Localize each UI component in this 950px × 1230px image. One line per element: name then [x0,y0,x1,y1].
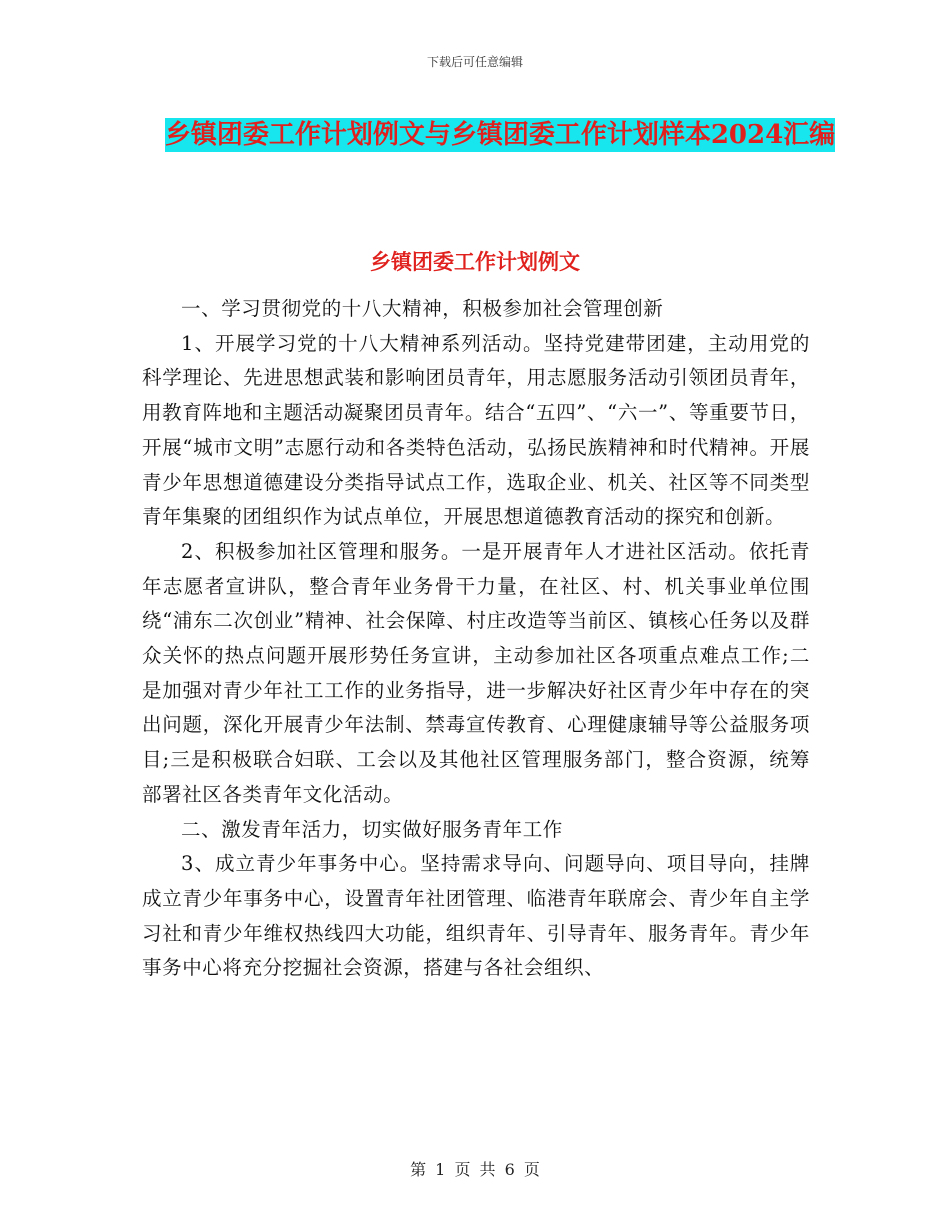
body-paragraph: 1、开展学习党的十八大精神系列活动。坚持党建带团建，主动用党的科学理论、先进思想武装和影响团员青年，用志愿服务活动引领团员青年，用教育阵地和主题活动凝聚团员青年。结合“五四”、“六一”、等重要节日，开展“城市文明”志愿行动和各类特色活动，弘扬民族精神和时代精神。开展青少年思想道德建设分类指导试点工作，选取企业、机关、社区等不同类型青年集聚的团组织作为试点单位，开展思想道德教育活动的探究和创新。 [142,331,810,529]
page-number-footer: 第 1 页 共 6 页 [410,1160,540,1179]
body-paragraph: 2、积极参加社区管理和服务。一是开展青年人才进社区活动。依托青年志愿者宣讲队，整合青年业务骨干力量，在社区、村、机关事业单位围绕“浦东二次创业”精神、社会保障、村庄改造等当前区、镇核心任务以及群众关怀的热点问题开展形势任务宣讲，主动参加社区各项重点难点工作;二是加强对青少年社工工作的业务指导，进一步解决好社区青少年中存在的突出问题，深化开展青少年法制、禁毒宣传教育、心理健康辅导等公益服务项目;三是积极联合妇联、工会以及其他社区管理服务部门，整合资源，统筹部署社区各类青年文化活动。 [142,539,810,806]
heading-paragraph-2: 二、激发青年活力，切实做好服务青年工作 [181,817,563,841]
header-note: 下载后可任意编辑 [426,55,523,69]
document-body [142,292,810,986]
section-title: 乡镇团委工作计划例文 [370,249,580,274]
body-paragraph: 3、成立青少年事务中心。坚持需求导向、问题导向、项目导向，挂牌成立青少年事务中心，设置青年社团管理、临港青年联席会、青少年自主学习社和青少年维权热线四大功能，组织青年、引导青年、服务青年。青少年事务中心将充分挖掘社会资源，搭建与各社会组织、 [142,852,810,980]
document-title [140,112,860,158]
document-title-text: 乡镇团委工作计划例文与乡镇团委工作计划样本2024汇编 [164,120,836,150]
heading-paragraph-1: 一、学习贯彻党的十八大精神，积极参加社会管理创新 [181,297,664,320]
